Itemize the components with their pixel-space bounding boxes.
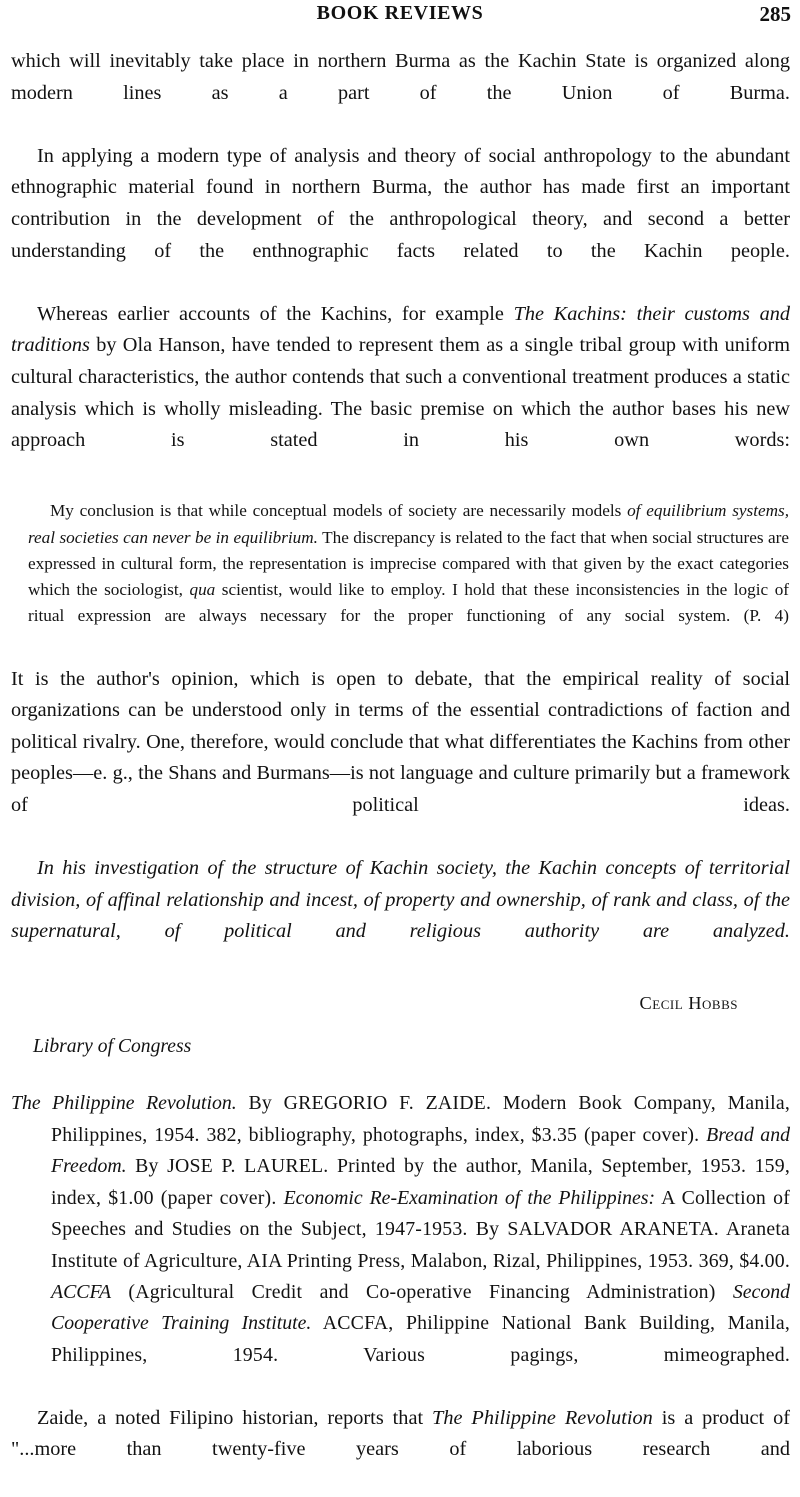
running-head-title: BOOK REVIEWS bbox=[316, 2, 484, 24]
citation-segment-two: By JOSE P. LAUREL. Printed by the author, Manila, September, 1953. 159, index, $1.00 (paper cover). bbox=[51, 1155, 790, 1209]
cited-book-title-kachins: The Kachins: their customs and traditions bbox=[11, 302, 790, 357]
tail-book-title: The Philippine Revolution bbox=[432, 1406, 653, 1429]
citation-segment-one: By GREGORIO F. ZAIDE. Modern Book Company, Manila, Philippines, 1954. 382, bibliography, photographs, index, $3.35 (paper cover). bbox=[51, 1092, 790, 1146]
running-head bbox=[0, 2, 800, 28]
quote-part-a: My conclusion is that while conceptual models of society are necessarily models bbox=[50, 501, 628, 521]
bibliographic-citation-block bbox=[11, 1088, 790, 1402]
quote-part-c: scientist, would like to employ. I hold that these inconsistencies in the logic of ritual expression are always necessary for the proper functioning of any social system. (P. 4) bbox=[28, 579, 790, 626]
quote-emphasis-one: of equilibrium systems, real societies can never be in equilibrium. bbox=[28, 501, 789, 547]
reviewer-signature: Cecil Hobbs bbox=[639, 993, 738, 1014]
paragraph-two: In applying a modern type of analysis and theory of social anthropology to the abundant ethnographic material found in northern Burma, the author has made first an important contribution in the development of the anthropological theory, and second a better understanding of the enthnographic facts related to the Kachin people. bbox=[11, 144, 790, 262]
quote-emphasis-two: qua bbox=[189, 579, 216, 599]
text-column bbox=[11, 46, 790, 1497]
paragraph-tail-part-b: is a product of "...more than twenty-five years of laborious research and bbox=[11, 1406, 790, 1461]
page-number: 285 bbox=[759, 2, 791, 26]
paragraph-three-part-b: by Ola Hanson, have tended to represent them as a single tribal group with uniform cultural characteristics, the author contends that such a conventional treatment produces a static analysis which is wholly misleading. The basic premise on which the author bases his new approach is stated in his own words: bbox=[11, 334, 790, 452]
quote-part-b: The discrepancy is related to the fact that when social structures are expressed in cultural form, the representation is imprecise compared with that given by the exact categories which the sociologist, bbox=[28, 527, 789, 599]
citation-title-accfa: ACCFA bbox=[51, 1280, 112, 1303]
citation-segment-five: ACCFA, Philippine National Bank Building, Manila, Philippines, 1954. Various pagings, mimeographed. bbox=[51, 1312, 790, 1366]
block-quotation-text bbox=[28, 498, 789, 655]
paragraph-five: In his investigation of the structure of Kachin society, the Kachin concepts of territorial division, of affinal relationship and incest, of property and ownership, of rank and class, of the supernatural, of political and religious authority are analyzed. bbox=[11, 857, 790, 943]
paragraph-three bbox=[11, 299, 790, 489]
paragraph-tail-part-a: Zaide, a noted Filipino historian, reports that bbox=[37, 1406, 433, 1429]
citation-title-economic-re-examination: Economic Re-Examination of the Philippines: bbox=[283, 1186, 656, 1209]
reviewer-affiliation: Library of Congress bbox=[33, 1036, 192, 1058]
block-quotation bbox=[11, 498, 790, 655]
paragraph-continued: which will inevitably take place in northern Burma as the Kachin State is organized along modern lines as a part of the Union of Burma. bbox=[11, 50, 790, 104]
citation-title-second-cooperative-training-institute: Second Cooperative Training Institute. bbox=[51, 1280, 790, 1335]
paragraph-three-part-a: Whereas earlier accounts of the Kachins, for example bbox=[37, 302, 514, 325]
paragraph-four: It is the author's opinion, which is open to debate, that the empirical reality of social organizations can be understood only in terms of the essential contradictions of faction and political rivalry. One, therefore, would conclude that what differentiates the Kachins from other peoples—e. g., the Shans and Burmans—is not language and culture primarily but a framework of political ideas. bbox=[11, 667, 790, 816]
citation-segment-four: (Agricultural Credit and Co-operative Financing Administration) bbox=[111, 1280, 733, 1303]
paragraph-tail bbox=[11, 1403, 790, 1497]
citation-title-bread-and-freedom: Bread and Freedom. bbox=[51, 1123, 790, 1178]
citation-segment-three: A Collection of Speeches and Studies on the Subject, 1947-1953. By SALVADOR ARANETA. Araneta Institute of Agriculture, AIA Printing Press, Malabon, Rizal, Philippines, 1953. 369, $4.00. bbox=[51, 1186, 790, 1272]
citation-title-philippine-revolution: The Philippine Revolution. bbox=[11, 1092, 237, 1115]
